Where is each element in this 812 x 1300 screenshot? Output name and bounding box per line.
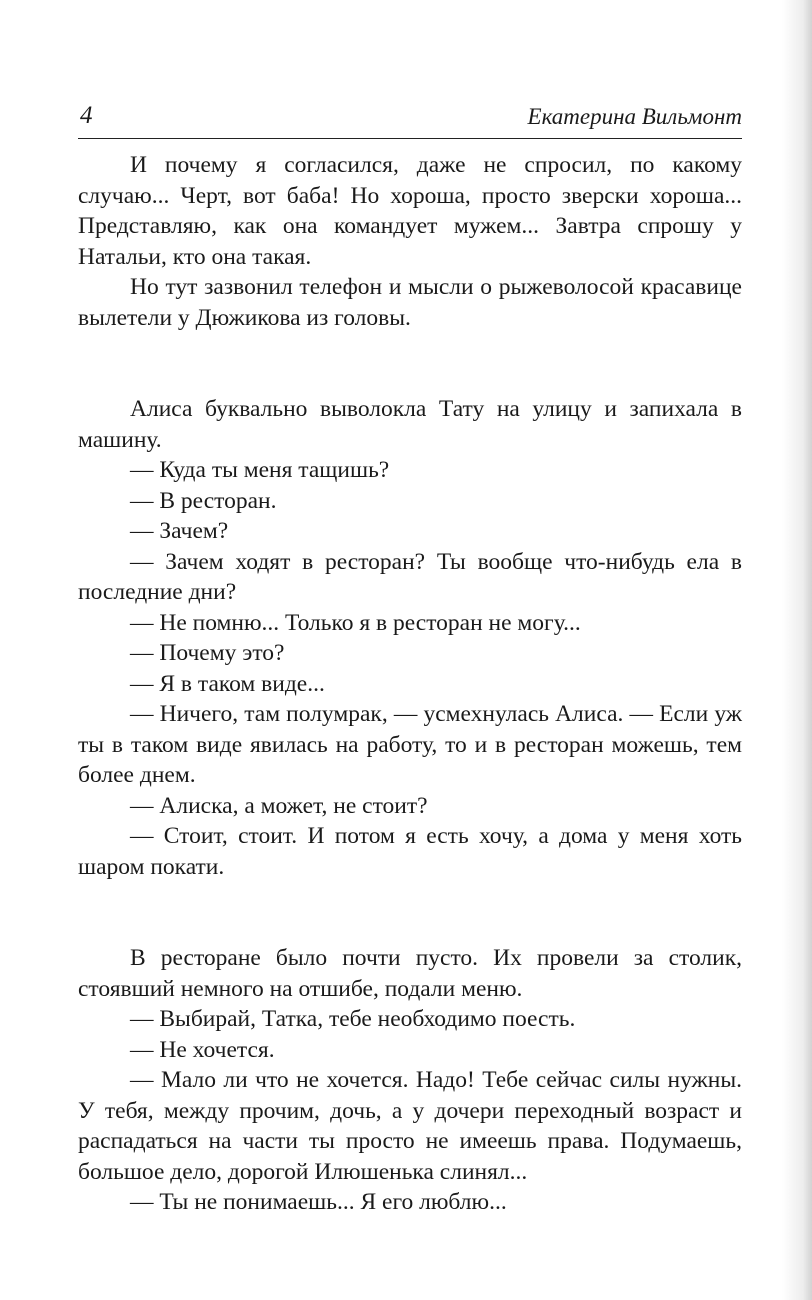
dialogue-line: — Почему это? bbox=[130, 640, 285, 666]
dialogue-line: — В ресторан. bbox=[130, 487, 277, 514]
paragraph: Но тут зазвонил телефон и мысли о рыжеволосой красавице вылетели у Дюжикова из головы. bbox=[78, 274, 742, 331]
page-edge-shadow bbox=[782, 0, 812, 1300]
author-name: Екатерина Вильмонт bbox=[527, 104, 742, 129]
section-break bbox=[78, 333, 742, 394]
dialogue-line: — Куда ты меня тащишь? bbox=[130, 457, 390, 483]
dialogue-line: — Не помню... Только я в ресторан не могу... bbox=[130, 609, 581, 636]
paragraph: И почему я согласился, даже не спросил, по какому случаю... Черт, вот баба! Но хороша, просто зверски хороша... Представляю, как она командует мужем... Завтра спрошу у Натальи, кто она такая. bbox=[78, 152, 742, 270]
dialogue-line: — Зачем ходят в ресторан? Ты вообще что-нибудь ела в последние дни? bbox=[78, 548, 742, 605]
dialogue-line: — Ты не понимаешь... Я его люблю... bbox=[130, 1189, 507, 1215]
dialogue-line: — Выбирай, Татка, тебе необходимо поесть. bbox=[130, 1006, 576, 1032]
running-head bbox=[78, 100, 742, 139]
section-break bbox=[78, 882, 742, 943]
page-number: 4 bbox=[80, 102, 93, 129]
dialogue-line: — Не хочется. bbox=[130, 1036, 275, 1063]
paragraph: В ресторане было почти пусто. Их провели за столик, стоявший немного на отшибе, подали меню. bbox=[78, 945, 742, 1002]
dialogue-line: — Зачем? bbox=[130, 518, 229, 544]
dialogue-line: — Ничего, там полумрак, — усмехнулась Алиса. — Если уж ты в таком виде явилась на работу, то и в ресторан можешь, тем более днем. bbox=[78, 701, 742, 788]
body-text bbox=[78, 150, 742, 1218]
dialogue-line: — Алиска, а может, не стоит? bbox=[130, 792, 428, 819]
dialogue-line: — Стоит, стоит. И потом я есть хочу, а дома у меня хоть шаром покати. bbox=[78, 823, 742, 880]
dialogue-line: — Я в таком виде... bbox=[130, 670, 325, 697]
dialogue-line: — Мало ли что не хочется. Надо! Тебе сейчас силы нужны. У тебя, между прочим, дочь, а у дочери переходный возраст и распадаться на части ты просто не имеешь права. Подумаешь, большое дело, дорогой Илюшенька слинял... bbox=[78, 1067, 742, 1185]
paragraph: Алиса буквально выволокла Тату на улицу и запихала в машину. bbox=[78, 396, 742, 453]
